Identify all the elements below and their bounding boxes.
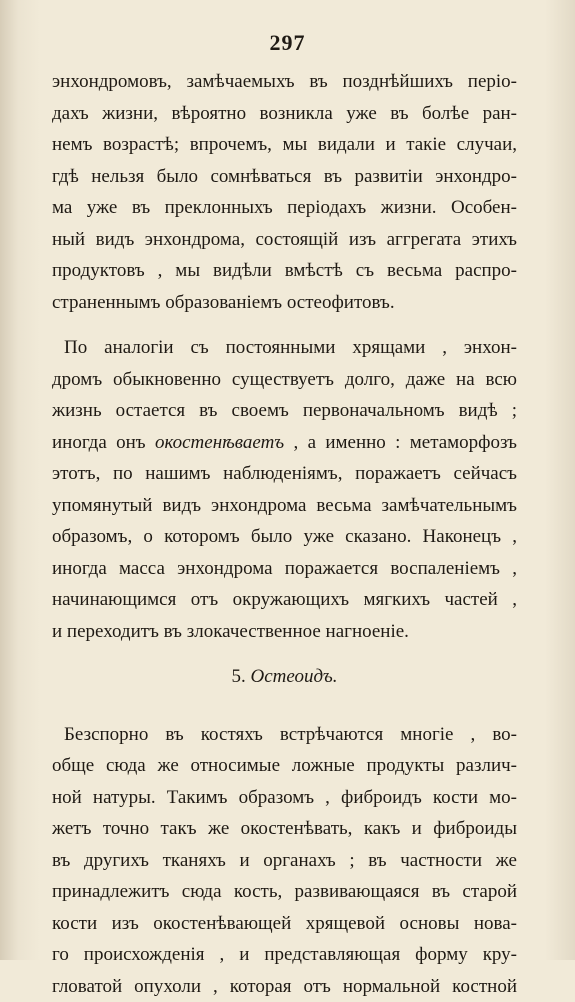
text-line: гдѣ нельзя было сомнѣваться въ развитiи энхондро- bbox=[52, 161, 517, 193]
text-line: обще сюда же относимые ложные продукты различ- bbox=[52, 750, 517, 782]
text-line: энхондромовъ, замѣчаемыхъ въ позднѣйшихъ перiо- bbox=[52, 66, 517, 98]
text-line: жетъ точно такъ же окостенѣвать, какъ и фиброиды bbox=[52, 813, 517, 845]
page-body bbox=[52, 66, 517, 1002]
page-number: 297 bbox=[0, 30, 575, 56]
text-line: По аналогiи съ постоянными хрящами , энхон- bbox=[52, 332, 517, 364]
text-line: иногда масса энхондрома поражается воспаленiемъ , bbox=[52, 553, 517, 585]
section-number: 5. bbox=[231, 666, 245, 687]
text-line: немъ возрастѣ; впрочемъ, мы видали и такiе случаи, bbox=[52, 129, 517, 161]
text-line: образомъ, о которомъ было уже сказано. Наконецъ , bbox=[52, 521, 517, 553]
paragraph-2 bbox=[52, 332, 517, 647]
text-line: го происхожденiя , и представляющая форму кру- bbox=[52, 939, 517, 971]
text-line: и переходитъ въ злокачественное нагноенiе. bbox=[52, 616, 517, 648]
text-line: ный видъ энхондрома, состоящiй изъ аггрегата этихъ bbox=[52, 224, 517, 256]
paragraph-1 bbox=[52, 66, 517, 318]
text-line: принадлежитъ сюда кость, развивающаяся въ старой bbox=[52, 876, 517, 908]
text-line-with-italic bbox=[52, 427, 517, 459]
section-heading bbox=[52, 661, 517, 693]
text-line: начинающимся отъ окружающихъ мягкихъ частей , bbox=[52, 584, 517, 616]
section-title: Остеоидъ. bbox=[250, 666, 337, 687]
text-line: дахъ жизни, вѣроятно возникла уже въ болѣе ран- bbox=[52, 98, 517, 130]
text-line: страненнымъ образованiемъ остеофитовъ. bbox=[52, 287, 517, 319]
text-line: Безспорно въ костяхъ встрѣчаются многiе , во- bbox=[52, 719, 517, 751]
text-run: иногда онъ bbox=[52, 432, 155, 453]
text-run: , а именно : метаморфозъ bbox=[284, 432, 517, 453]
text-line: этотъ, по нашимъ наблюденiямъ, поражаетъ сейчасъ bbox=[52, 458, 517, 490]
text-line: кости изъ окостенѣвающей хрящевой основы нова- bbox=[52, 908, 517, 940]
text-line: продуктовъ , мы видѣли вмѣстѣ съ весьма распро- bbox=[52, 255, 517, 287]
text-line: ной натуры. Такимъ образомъ , фиброидъ кости мо- bbox=[52, 782, 517, 814]
text-line: ма уже въ преклонныхъ перiодахъ жизни. Особен- bbox=[52, 192, 517, 224]
text-line: гловатой опухоли , которая отъ нормальной костной bbox=[52, 971, 517, 1002]
italic-term: окостенѣваетъ bbox=[155, 432, 284, 453]
text-line: жизнь остается въ своемъ первоначальномъ видѣ ; bbox=[52, 395, 517, 427]
paragraph-3 bbox=[52, 719, 517, 1002]
text-line: дромъ обыкновенно существуетъ долго, даже на всю bbox=[52, 364, 517, 396]
text-line: въ другихъ тканяхъ и органахъ ; въ частности же bbox=[52, 845, 517, 877]
text-line: упомянутый видъ энхондрома весьма замѣчательнымъ bbox=[52, 490, 517, 522]
